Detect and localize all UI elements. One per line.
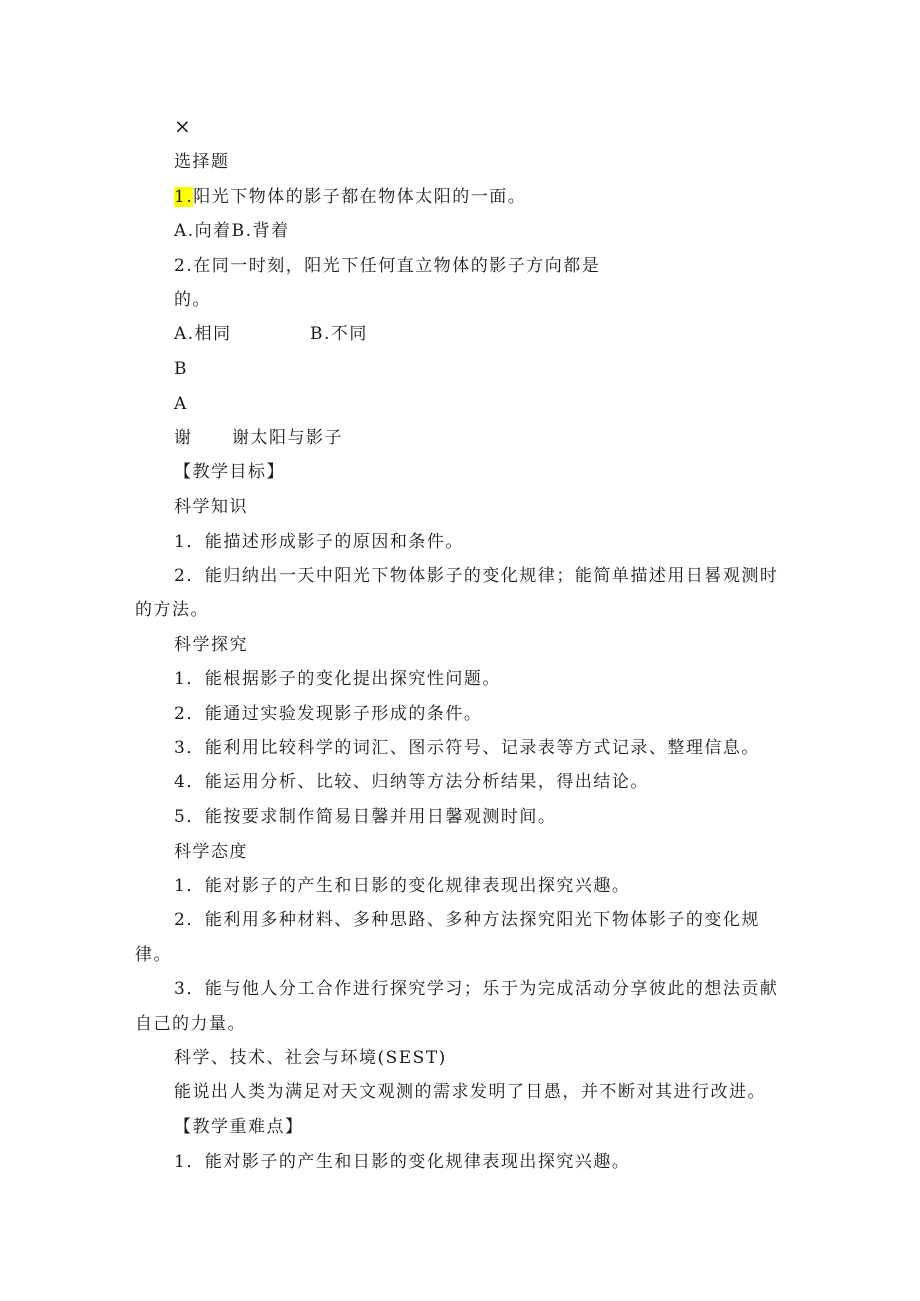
question-2-option-a: A.相同 <box>174 324 232 344</box>
inquiry-item: 3．能利用比较科学的词汇、图示符号、记录表等方式记录、整理信息。 <box>174 738 760 758</box>
question-2-text: 在同一时刻，阳光下任何直立物体的影子方向都是 <box>193 256 601 276</box>
attitude-item: 3．能与他人分工合作进行探究学习；乐于为完成活动分享彼此的想法贡献 <box>174 979 779 999</box>
question-1-options: A.向着B.背着 <box>174 221 290 241</box>
knowledge-heading: 科学知识 <box>174 497 248 517</box>
inquiry-item: 2．能通过实验发现影子形成的条件。 <box>174 704 483 724</box>
inquiry-heading: 科学探究 <box>174 635 248 655</box>
question-2 <box>174 255 600 277</box>
knowledge-item: 2．能归纳出一天中阳光下物体影子的变化规律；能简单描述用日晷观测时 <box>174 566 779 586</box>
sest-text: 能说出人类为满足对天文观测的需求发明了日愚，并不断对其进行改进。 <box>174 1082 766 1102</box>
key-points-item: 1．能对影子的产生和日影的变化规律表现出探究兴趣。 <box>174 1152 631 1172</box>
knowledge-item-continuation: 的方法。 <box>135 600 209 620</box>
key-points-heading: 【教学重难点】 <box>174 1117 304 1137</box>
attitude-item-continuation: 律。 <box>135 945 172 965</box>
close-icon: × <box>174 114 191 138</box>
question-1-text: 阳光下物体的影子都在物体太阳的一面。 <box>193 187 527 207</box>
lesson-title: 谢太阳与影子 <box>232 428 343 448</box>
answer-2: A <box>174 394 188 414</box>
attitude-item: 1．能对影子的产生和日影的变化规律表现出探究兴趣。 <box>174 876 631 896</box>
attitude-heading: 科学态度 <box>174 842 248 862</box>
lesson-title-prefix: 谢 <box>174 428 193 448</box>
teaching-goals-heading: 【教学目标】 <box>174 462 285 482</box>
question-2-continuation: 的。 <box>174 290 211 310</box>
question-1 <box>174 186 526 208</box>
answer-1: B <box>174 359 188 379</box>
sest-heading: 科学、技术、社会与环境(SEST) <box>174 1048 447 1068</box>
inquiry-item: 1．能根据影子的变化提出探究性问题。 <box>174 669 501 689</box>
section-title: 选择题 <box>174 152 230 172</box>
question-1-number: 1. <box>174 187 194 207</box>
inquiry-item: 4．能运用分析、比较、归纳等方法分析结果，得出结论。 <box>174 772 649 792</box>
attitude-item-continuation: 自己的力量。 <box>135 1014 246 1034</box>
question-2-number: 2. <box>174 256 194 276</box>
inquiry-item: 5．能按要求制作简易日馨并用日馨观测时间。 <box>174 807 557 827</box>
question-2-option-b: B.不同 <box>310 324 368 344</box>
knowledge-item: 1．能描述形成影子的原因和条件。 <box>174 532 464 552</box>
attitude-item: 2．能利用多种材料、多种思路、多种方法探究阳光下物体影子的变化规 <box>174 910 760 930</box>
